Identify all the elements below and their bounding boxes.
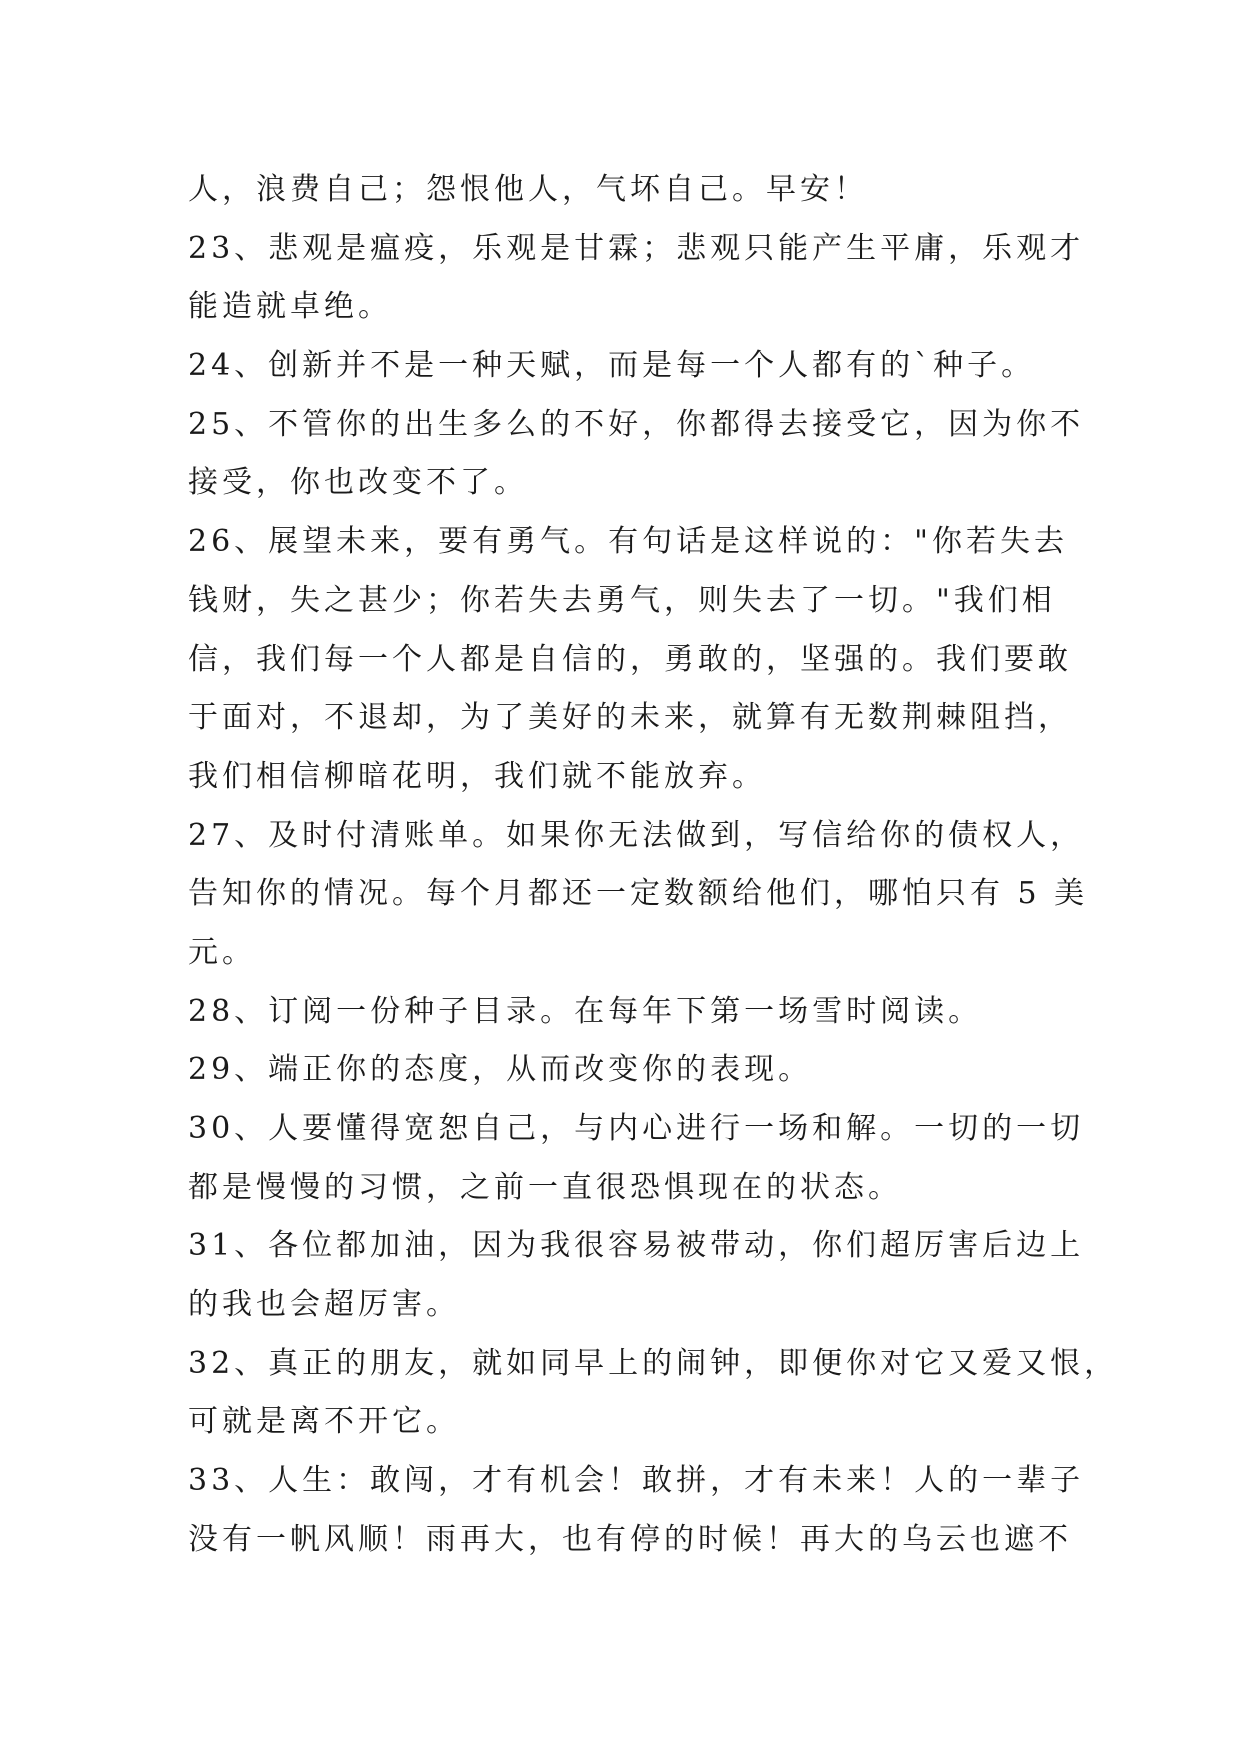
text-line: 31、各位都加油，因为我很容易被带动，你们超厉害后边上 — [188, 1228, 1085, 1264]
text-line: 钱财，失之甚少；你若失去勇气，则失去了一切。"我们相 — [188, 582, 1056, 618]
text-line: 我们相信柳暗花明，我们就不能放弃。 — [188, 758, 766, 794]
text-line: 27、及时付清账单。如果你无法做到，写信给你的债权人， — [188, 817, 1085, 853]
document-body — [188, 161, 1119, 1570]
text-line: 23、悲观是瘟疫，乐观是甘霖；悲观只能产生平庸，乐观才 — [188, 230, 1085, 266]
text-line: 能造就卓绝。 — [188, 289, 392, 325]
text-line: 人，浪费自己；怨恨他人，气坏自己。早安！ — [188, 172, 868, 207]
text-line: 25、不管你的出生多么的不好，你都得去接受它，因为你不 — [188, 406, 1085, 442]
text-line: 都是慢慢的习惯，之前一直很恐惧现在的状态。 — [188, 1169, 902, 1205]
text-line: 接受，你也改变不了。 — [188, 465, 528, 501]
text-line: 信，我们每一个人都是自信的，勇敢的，坚强的。我们要敢 — [188, 641, 1072, 677]
text-line: 没有一帆风顺！雨再大，也有停的时候！再大的乌云也遮不 — [188, 1521, 1072, 1557]
text-line: 可就是离不开它。 — [188, 1404, 460, 1440]
text-line: 24、创新并不是一种天赋，而是每一个人都有的`种子。 — [188, 348, 1036, 384]
text-line: 元。 — [188, 934, 256, 970]
text-line: 的我也会超厉害。 — [188, 1287, 460, 1323]
text-line: 26、展望未来，要有勇气。有句话是这样说的："你若失去 — [188, 524, 1068, 560]
text-line: 28、订阅一份种子目录。在每年下第一场雪时阅读。 — [188, 993, 983, 1029]
text-line: 29、端正你的态度，从而改变你的表现。 — [188, 1052, 813, 1088]
text-line: 32、真正的朋友，就如同早上的闹钟，即便你对它又爱又恨， — [188, 1345, 1119, 1381]
text-line: 30、人要懂得宽恕自己，与内心进行一场和解。一切的一切 — [188, 1111, 1085, 1146]
text-line: 告知你的情况。每个月都还一定数额给他们，哪怕只有 5 美 — [188, 876, 1089, 912]
text-line: 33、人生：敢闯，才有机会！敢拼，才有未来！人的一辈子 — [188, 1463, 1085, 1499]
text-line: 于面对，不退却，为了美好的未来，就算有无数荆棘阻挡， — [188, 700, 1072, 736]
